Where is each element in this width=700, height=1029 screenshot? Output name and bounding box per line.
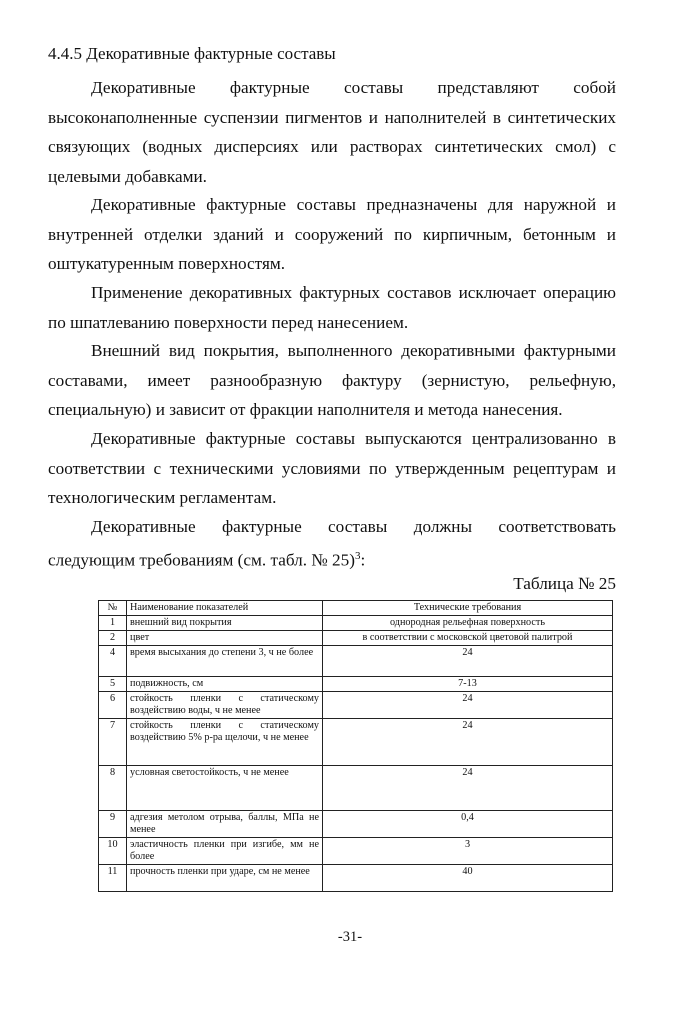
row-indicator-name: прочность пленки при ударе, см не менее (127, 865, 323, 892)
requirements-intro-tail: : (360, 550, 366, 570)
row-requirement: 0,4 (323, 811, 613, 838)
table-row (99, 677, 613, 692)
row-number: 11 (99, 865, 127, 892)
table-row (99, 692, 613, 719)
row-indicator-name: условная светостойкость, ч не менее (127, 766, 323, 811)
table-row (99, 766, 613, 811)
row-requirement: однородная рельефная поверхность (323, 616, 613, 631)
table-caption: Таблица № 25 (513, 574, 616, 593)
row-requirement: 24 (323, 692, 613, 719)
row-number: 10 (99, 838, 127, 865)
table-row (99, 865, 613, 892)
table-row (99, 811, 613, 838)
row-indicator-name: эластичность пленки при изгибе, мм не более (127, 838, 323, 865)
row-requirement: 24 (323, 646, 613, 677)
page-number: -31- (337, 929, 363, 945)
footnote-mark: 3 (354, 549, 361, 562)
table-row (99, 646, 613, 677)
row-indicator-name: подвижность, см (127, 677, 323, 692)
table-row (99, 838, 613, 865)
row-requirement: 40 (323, 865, 613, 892)
row-number: 1 (99, 616, 127, 631)
header-indicator-name: Наименование показателей (127, 601, 323, 616)
row-requirement: в соответствии с московской цветовой палитрой (323, 631, 613, 646)
paragraph-application: Применение декоративных фактурных составов исключает операцию по шпатлеванию поверхности перед нанесением. (48, 283, 616, 332)
row-number: 4 (99, 646, 127, 677)
requirements-intro-text: Декоративные фактурные составы должны соответствовать следующим требованиям (см. табл. № 25) (48, 517, 616, 570)
row-number: 5 (99, 677, 127, 692)
paragraph-production: Декоративные фактурные составы выпускаются централизованно в соответствии с техническими условиями по утвержденным рецептурам и технологическим регламентам. (48, 429, 616, 507)
paragraph-purpose: Декоративные фактурные составы предназначены для наружной и внутренней отделки зданий и сооружений по кирпичным, бетонным и оштукатуренным поверхностям. (48, 195, 616, 273)
table-row (99, 719, 613, 766)
row-number: 8 (99, 766, 127, 811)
row-indicator-name: цвет (127, 631, 323, 646)
row-number: 9 (99, 811, 127, 838)
paragraph-appearance: Внешний вид покрытия, выполненного декоративными фактурными составами, имеет разнообразную фактуру (зернистую, рельефную, специальную) и зависит от фракции наполнителя и метода нанесения. (48, 341, 616, 419)
paragraph-requirements-intro (48, 512, 616, 575)
row-indicator-name: внешний вид покрытия (127, 616, 323, 631)
table-row (99, 616, 613, 631)
header-technical-requirements: Технические требования (323, 601, 613, 616)
table-header-row (99, 601, 613, 616)
table-row (99, 631, 613, 646)
section-heading: 4.4.5 Декоративные фактурные составы (48, 44, 336, 63)
row-requirement: 7-13 (323, 677, 613, 692)
row-number: 6 (99, 692, 127, 719)
row-indicator-name: стойкость пленки с статическому воздействию 5% р-ра щелочи, ч не менее (127, 719, 323, 766)
requirements-table (98, 600, 613, 892)
row-indicator-name: стойкость пленки с статическому воздействию воды, ч не менее (127, 692, 323, 719)
row-indicator-name: время высыхания до степени 3, ч не более (127, 646, 323, 677)
row-number: 2 (99, 631, 127, 646)
header-number: № (99, 601, 127, 616)
row-requirement: 24 (323, 766, 613, 811)
row-requirement: 3 (323, 838, 613, 865)
row-number: 7 (99, 719, 127, 766)
row-indicator-name: адгезия метолом отрыва, баллы, МПа не менее (127, 811, 323, 838)
paragraph-definition: Декоративные фактурные составы представляют собой высоконаполненные суспензии пигментов и наполнителей в синтетических связующих (водных дисперсиях или растворах синтетических смол) с целевыми добавками. (48, 78, 616, 186)
row-requirement: 24 (323, 719, 613, 766)
